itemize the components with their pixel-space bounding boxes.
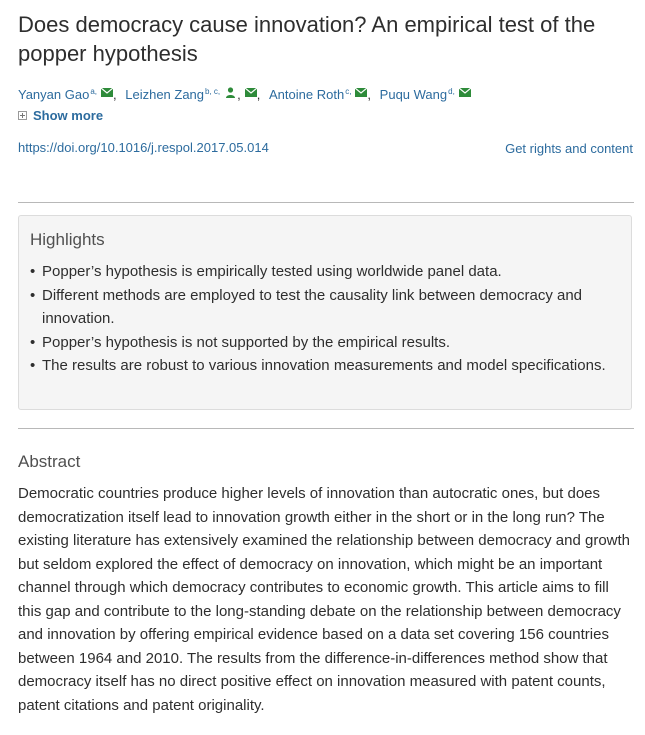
doi-link[interactable]: https://doi.org/10.1016/j.respol.2017.05.014: [18, 140, 269, 155]
highlights-list: [30, 260, 610, 378]
mail-icon[interactable]: [355, 88, 367, 97]
author-affiliation[interactable]: b, c,: [205, 87, 221, 96]
show-more-button[interactable]: [18, 108, 103, 123]
rights-link[interactable]: Get rights and content: [505, 141, 633, 156]
author-affiliation[interactable]: d,: [448, 87, 455, 96]
highlight-item: • The results are robust to various innovation measurements and model specifications.: [30, 354, 610, 378]
author-affiliation[interactable]: a,: [90, 87, 97, 96]
author-name[interactable]: Leizhen Zang: [125, 87, 205, 102]
author-name[interactable]: Puqu Wang: [379, 87, 448, 102]
show-more-label[interactable]: Show more: [33, 108, 104, 123]
mail-icon[interactable]: [459, 88, 471, 97]
divider: [18, 428, 634, 429]
article-title: Does democracy cause innovation? An empirical test of the popper hypothesis: [18, 12, 596, 66]
author-yanyan-gao[interactable]: [18, 86, 113, 104]
author-list: Yanyan Gao a, , Leizhen Zang b, c, , , Antoine Roth c, , Puqu Wang d,: [18, 86, 638, 104]
author-puqu-wang[interactable]: [380, 86, 471, 104]
abstract-title: Abstract: [18, 452, 81, 471]
author-leizhen-zang[interactable]: Leizhen Zang b, c, ,: [125, 86, 257, 104]
plus-icon[interactable]: [18, 111, 27, 120]
divider: [18, 202, 634, 203]
author-affiliation[interactable]: c,: [345, 87, 352, 96]
mail-icon[interactable]: [245, 88, 257, 97]
highlight-item: • Different methods are employed to test the causality link between democracy and innovation.: [30, 284, 610, 331]
mail-icon[interactable]: [101, 88, 113, 97]
author-name[interactable]: Yanyan Gao: [18, 87, 90, 102]
highlight-item: • Popper’s hypothesis is not supported by the empirical results.: [30, 331, 610, 355]
abstract-text: Democratic countries produce higher levels of innovation than autocratic ones, but does democratization itself lead to innovation growth either in the short or in the long run? The existing literature has extensively examined the relationship between democracy and growth but seldom explored the effect of democracy on innovation, which might be an important channel through which democracy contributes to economic growth. This article aims to fill this gap and contribute to the long-standing debate on the relationship between democracy and innovation by offering empirical evidence based on a data set covering 156 countries between 1964 and 2010. The results from the difference-in-differences method show that democracy itself has no direct positive effect on innovation measured with patent counts, patent citations and patent originality.: [18, 485, 631, 714]
highlights-title: Highlights: [30, 230, 105, 249]
author-antoine-roth[interactable]: [269, 86, 367, 104]
highlights-box: [18, 215, 632, 410]
highlight-item: • Popper’s hypothesis is empirically tested using worldwide panel data.: [30, 260, 610, 284]
author-name[interactable]: Antoine Roth: [269, 87, 345, 102]
person-icon[interactable]: [226, 87, 235, 98]
